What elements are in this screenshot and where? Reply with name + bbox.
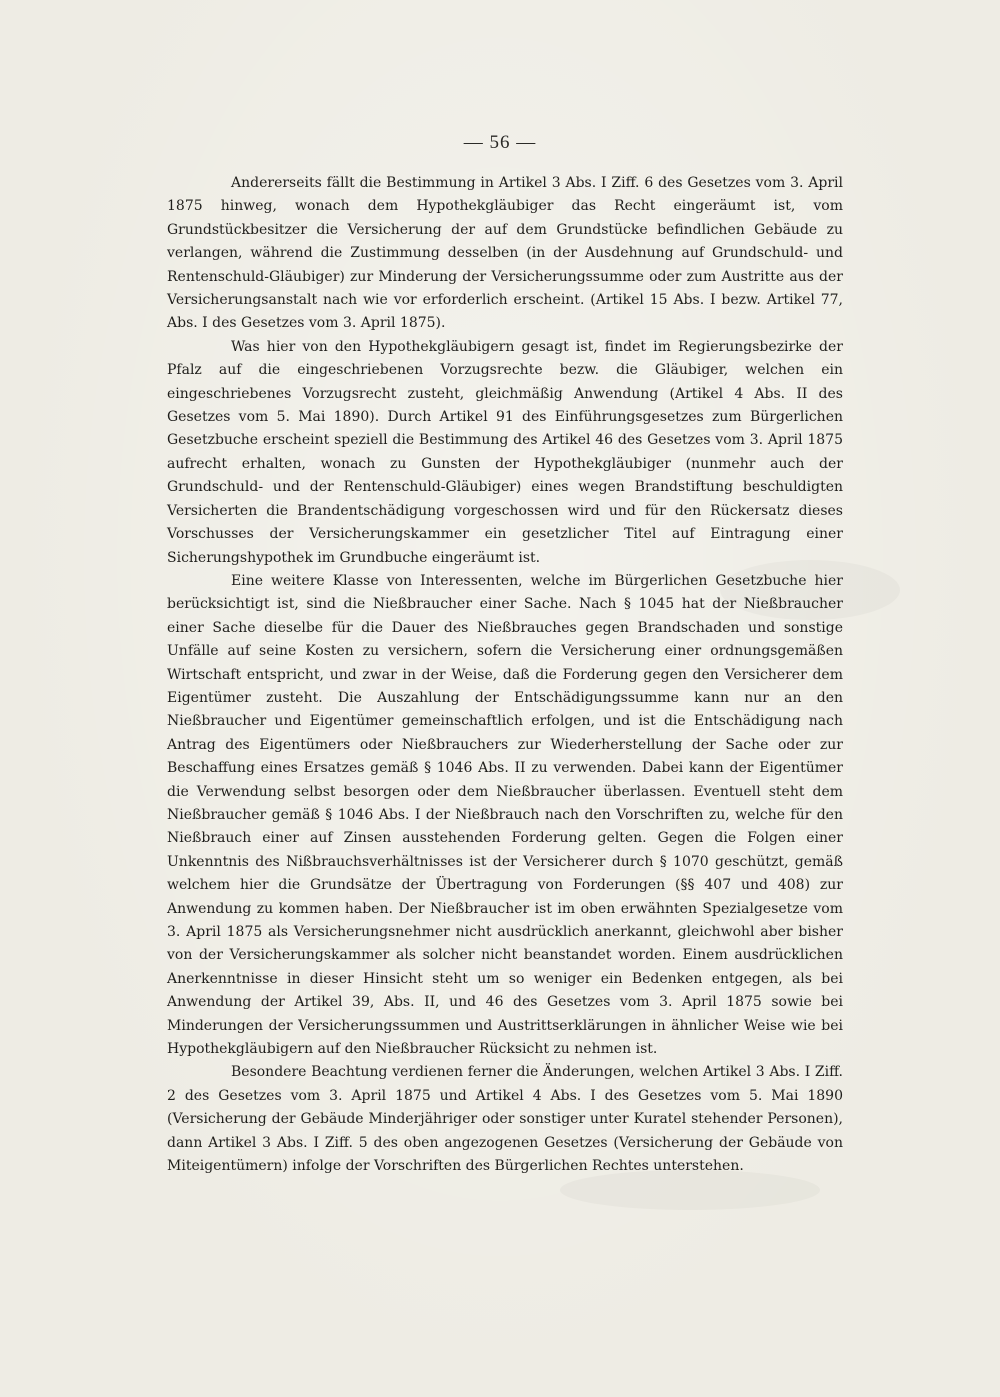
paragraph-4: Besondere Beachtung verdienen ferner die Änderungen, welchen Artikel 3 Abs. I Ziff. 2 des Gesetzes vom 3. April 1875 und Artikel 4 Abs. I des Gesetzes vom 5. Mai 1890 (Versicherung der Gebäude Minderjähriger oder sonstiger unter Kuratel stehender Personen), dann Artikel 3 Abs. I Ziff. 5 des oben angezogenen Gesetzes (Versicherung der Gebäude von Miteigentümern) infolge der Vorschriften des Bürgerlichen Rechtes unterstehen. <box>167 1064 843 1175</box>
paragraph-2: Was hier von den Hypothekgläubigern gesagt ist, findet im Regierungsbezirke der Pfalz auf die eingeschriebenen Vorzugsrechte bezw. die Gläubiger, welchen ein eingeschriebenes Vorzugsrecht zusteht, gleichmäßig Anwendung (Artikel 4 Abs. II des Gesetzes vom 5. Mai 1890). Durch Artikel 91 des Einführungsgesetzes zum Bürgerlichen Gesetzbuche erscheint speziell die Bestimmung des Artikel 46 des Gesetzes vom 3. April 1875 aufrecht erhalten, wonach zu Gunsten der Hypothekgläubiger (nunmehr auch der Grundschuld- und der Rentenschuld-Gläubiger) eines wegen Brandstiftung beschuldigten Versicherten die Brandentschädigung vorgeschossen wird und für den Rückersatz dieses Vorschusses der Versicherungskammer ein gesetzlicher Titel auf Eintragung einer Sicherungshypothek im Grundbuche eingeräumt ist. <box>167 338 843 566</box>
body-text <box>167 172 843 1178</box>
paragraph-3: Eine weitere Klasse von Interessenten, welche im Bürgerlichen Gesetzbuche hier berücksichtigt ist, sind die Nießbraucher einer Sache. Nach § 1045 hat der Nießbraucher einer Sache dieselbe für die Dauer des Nießbrauches gegen Brandschaden und sonstige Unfälle auf seine Kosten zu versichern, sofern die Versicherung einer ordnungsgemäßen Wirtschaft entspricht, und zwar in der Weise, daß die Forderung gegen den Versicherer dem Eigentümer zusteht. Die Auszahlung der Entschädigungssumme kann nur an den Nießbraucher und Eigentümer gemeinschaftlich erfolgen, und ist die Entschädigung nach Antrag des Eigentümers oder Nießbrauchers zur Wiederherstellung der Sache oder zur Beschaffung eines Ersatzes gemäß § 1046 Abs. II zu verwenden. Dabei kann der Eigentümer die Verwendung selbst besorgen oder dem Nießbraucher überlassen. Eventuell steht dem Nießbraucher gemäß § 1046 Abs. I der Nießbrauch nach den Vorschriften zu, welche für den Nießbrauch einer auf Zinsen ausstehenden Forderung gelten. Gegen die Folgen einer Unkenntnis des Nißbrauchsverhältnisses ist der Versicherer durch § 1070 geschützt, gemäß welchem hier die Grundsätze der Übertragung von Forderungen (§§ 407 und 408) zur Anwendung zu kommen haben. Der Nießbraucher ist im oben erwähnten Spezialgesetze vom 3. April 1875 als Versicherungsnehmer nicht ausdrücklich anerkannt, gleichwohl aber bisher von der Versicherungskammer als solcher nicht beanstandet worden. Einem ausdrücklichen Anerkenntnisse in dieser Hinsicht steht um so weniger ein Bedenken entgegen, als bei Anwendung der Artikel 39, Abs. II, und 46 des Gesetzes vom 3. April 1875 sowie bei Minderungen der Versicherungssummen und Austrittserklärungen in ähnlicher Weise wie bei Hypothekgläubigern auf den Nießbraucher Rücksicht zu nehmen ist. <box>167 572 843 1058</box>
paragraph-1: Andererseits fällt die Bestimmung in Artikel 3 Abs. I Ziff. 6 des Gesetzes vom 3. April 1875 hinweg, wonach dem Hypothekgläubiger das Recht eingeräumt ist, vom Grundstückbesitzer die Versicherung der auf dem Grundstücke befindlichen Gebäude zu verlangen, während die Zustimmung desselben (in der Ausdehnung auf Grundschuld- und Rentenschuld-Gläubiger) zur Minderung der Versicherungssumme oder zum Austritte aus der Versicherungsanstalt nach wie vor erforderlich erscheint. (Artikel 15 Abs. I bezw. Artikel 77, Abs. I des Gesetzes vom 3. April 1875). <box>167 175 843 332</box>
page-number: — 56 — <box>463 132 537 153</box>
